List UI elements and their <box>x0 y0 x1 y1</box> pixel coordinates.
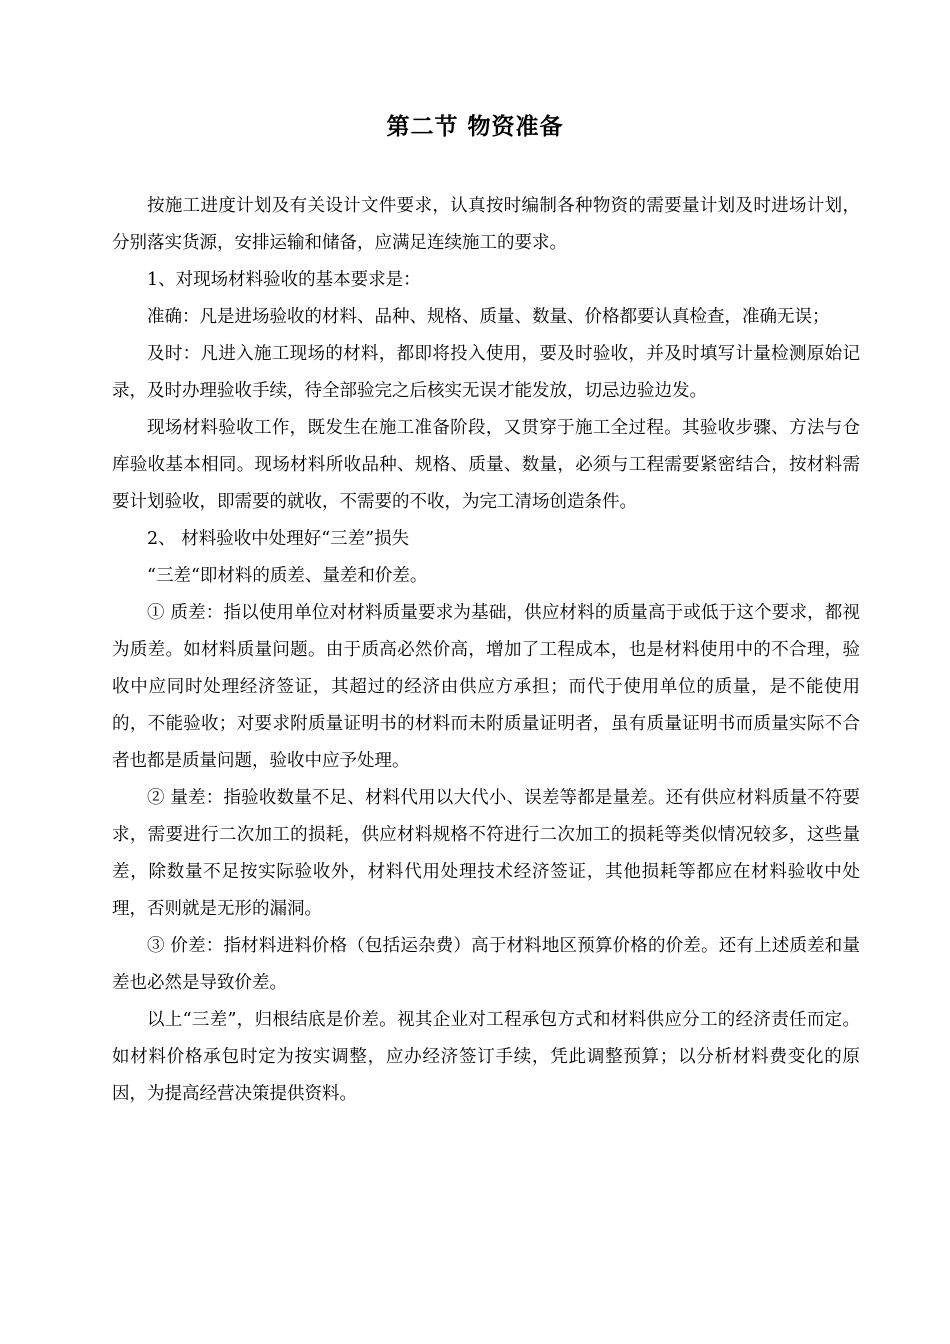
paragraph-quality-difference: ① 质差：指以使用单位对材料质量要求为基础，供应材料的质量高于或低于这个要求，都视为质差。如材料质量问题。由于质高必然价高，增加了工程成本，也是材料使用中的不合理，验收中应同时处理经济签证，其超过的经济由供应方承担；而代于使用单位的质量，是不能使用的，不能验收；对要求附质量证明书的材料而未附质量证明者，虽有质量证明书而质量实际不合者也都是质量问题，验收中应予处理。 <box>112 603 860 771</box>
paragraph-price-difference: ③ 价差：指材料进料价格（包括运杂费）高于材料地区预算价格的价差。还有上述质差和量差也必然是导致价差。 <box>112 936 860 993</box>
paragraph-item-1-heading: 1、对现场材料验收的基本要求是： <box>147 270 421 290</box>
paragraph-timeliness: 及时：凡进入施工现场的材料，都即将投入使用，要及时验收，并及时填写计量检测原始记录，及时办理验收手续，待全部验完之后核实无误才能发放，切忌边验边发。 <box>112 344 860 401</box>
paragraph-item-2-heading: 2、 材料验收中处理好“三差”损失 <box>147 529 410 549</box>
paragraph-quantity-difference: ② 量差：指验收数量不足、材料代用以大代小、误差等都是量差。还有供应材料质量不符要求，需要进行二次加工的损耗，供应材料规格不符进行二次加工的损耗等类似情况较多，这些量差，除数量不足按实际验收外，材料代用处理技术经济签证，其他损耗等都应在材料验收中处理，否则就是无形的漏洞。 <box>112 788 860 919</box>
paragraph-three-differences: “三差“即材料的质差、量差和价差。 <box>147 566 428 586</box>
document-body <box>112 188 860 1113</box>
paragraph-accuracy: 准确：凡是进场验收的材料、品种、规格、质量、数量、价格都要认真检查，准确无误； <box>147 307 830 327</box>
paragraph-site-acceptance: 现场材料验收工作，既发生在施工准备阶段，又贯穿于施工全过程。其验收步骤、方法与仓库验收基本相同。现场材料所收品种、规格、质量、数量，必须与工程需要紧密结合，按材料需要计划验收，即需要的就收，不需要的不收，为完工清场创造条件。 <box>112 418 860 512</box>
paragraph-intro: 按施工进度计划及有关设计文件要求，认真按时编制各种物资的需要量计划及时进场计划，分别落实货源，安排运输和储备，应满足连续施工的要求。 <box>112 196 860 253</box>
paragraph-conclusion: 以上“三差”，归根结底是价差。视其企业对工程承包方式和材料供应分工的经济责任而定。如材料价格承包时定为按实调整，应办经济签订手续，凭此调整预算；以分析材料费变化的原因，为提高经营决策提供资料。 <box>112 1010 860 1104</box>
section-title: 第二节 物资准备 <box>386 114 564 140</box>
